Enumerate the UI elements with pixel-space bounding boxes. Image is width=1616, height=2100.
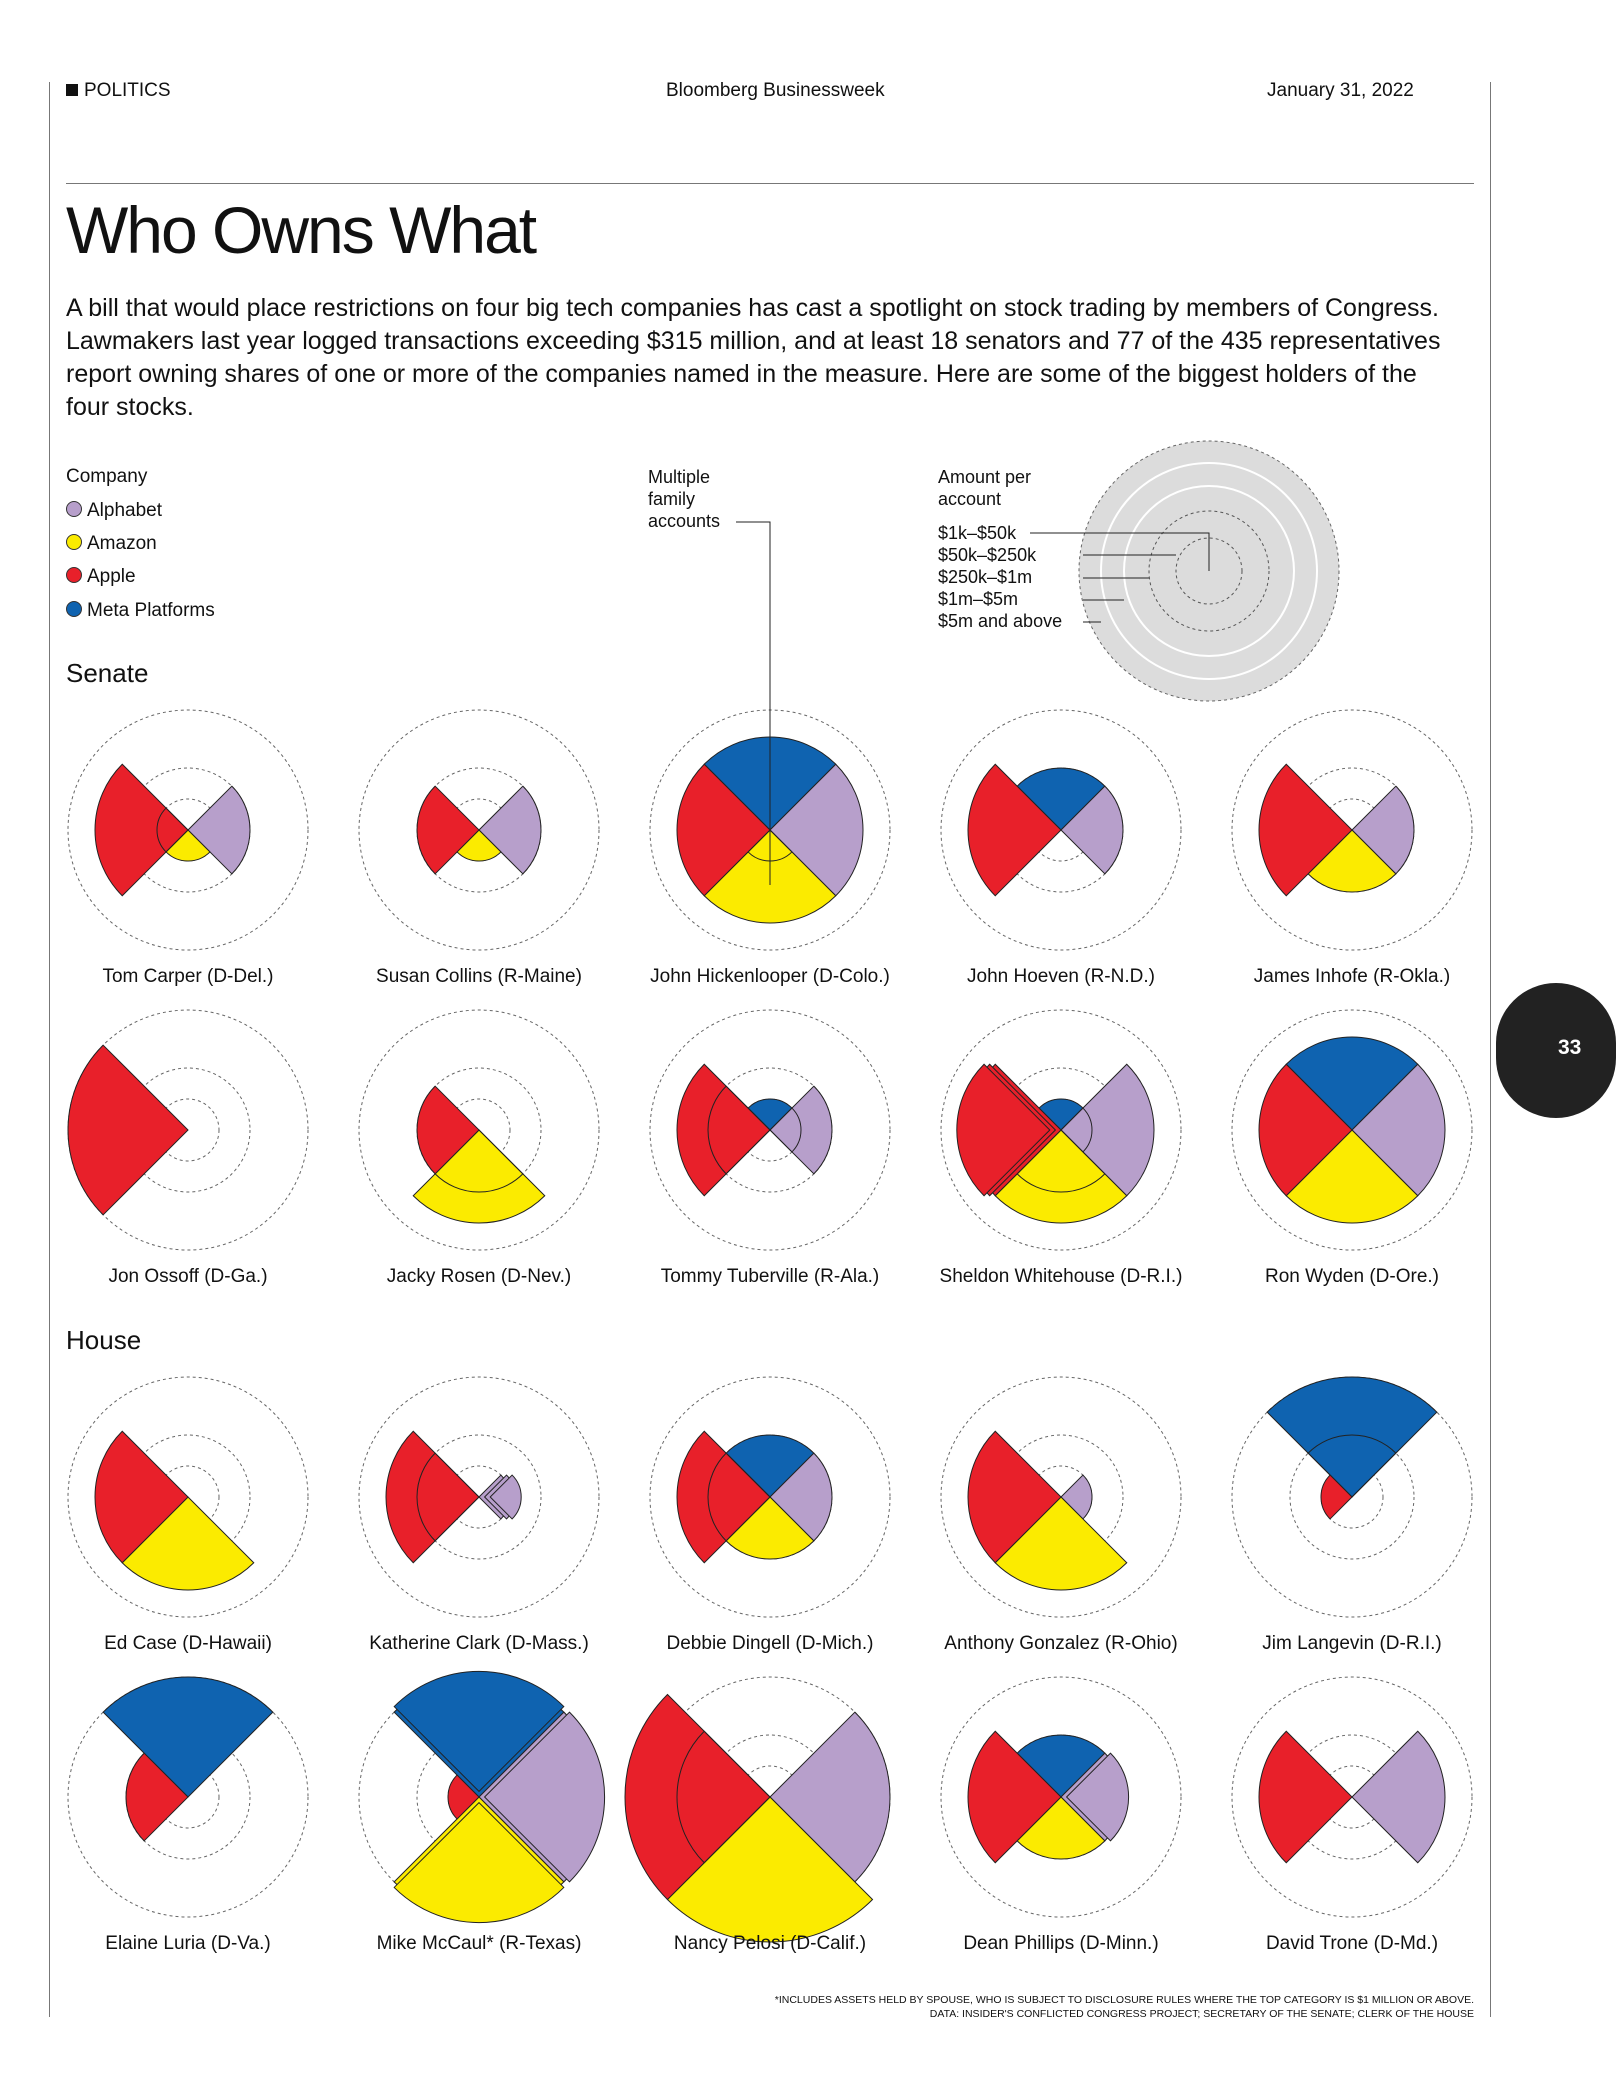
member-chart <box>625 1677 890 1942</box>
member-chart <box>941 1377 1181 1617</box>
section-text: POLITICS <box>84 80 171 101</box>
apple-wedge <box>1259 1731 1352 1863</box>
member-chart <box>68 1377 308 1617</box>
scale-level-5: $5m and above <box>938 611 1063 631</box>
scale-key <box>1030 441 1339 701</box>
member-name: James Inhofe (R-Okla.) <box>1253 966 1451 987</box>
member-chart <box>1232 1010 1472 1250</box>
alphabet-wedge <box>479 786 541 874</box>
member-name: Debbie Dingell (D-Mich.) <box>666 1633 874 1654</box>
member-name: John Hoeven (R-N.D.) <box>967 966 1155 987</box>
issue-date: January 31, 2022 <box>1267 80 1414 101</box>
member-chart <box>941 1677 1181 1917</box>
member-name: Katherine Clark (D-Mass.) <box>369 1633 589 1654</box>
member-chart <box>1232 1377 1472 1617</box>
member-chart <box>359 1377 599 1617</box>
scale-level-1: $1k–$50k <box>938 523 1017 543</box>
footnote: *INCLUDES ASSETS HELD BY SPOUSE, WHO IS SUBJECT TO DISCLOSURE RULES WHERE THE TOP CATEGORY IS $1 MILLION OR ABOVE. DATA: INSIDER'S CONFLICTED CONGRESS PROJECT; SECRETARY OF THE SENATE; CLERK OF THE HOUSE <box>774 1994 1474 2020</box>
page-title: Who Owns What <box>66 193 536 267</box>
legend-item-apple: Apple <box>66 566 136 588</box>
member-chart <box>1232 710 1472 950</box>
legend-item-meta: Meta Platforms <box>66 600 215 622</box>
scale-title: Amount per account <box>938 467 1032 509</box>
page-number: 33 <box>1558 1036 1582 1059</box>
member-chart <box>941 710 1181 950</box>
member-name: Jim Langevin (D-R.I.) <box>1262 1633 1442 1654</box>
member-name: Ron Wyden (D-Ore.) <box>1264 1266 1440 1287</box>
apple-wedge <box>386 1431 479 1563</box>
apple-wedge <box>417 786 479 874</box>
scale-level-2: $50k–$250k <box>938 545 1037 565</box>
member-chart <box>68 1010 308 1250</box>
house-heading: House <box>66 1325 142 1355</box>
alphabet-wedge <box>188 786 250 874</box>
member-chart <box>359 710 599 950</box>
apple-wedge <box>95 764 188 896</box>
member-chart <box>359 1671 605 1922</box>
page-tab <box>1496 983 1616 1118</box>
member-chart <box>650 1010 890 1250</box>
alphabet-wedge <box>1352 1731 1445 1863</box>
member-chart <box>1232 1677 1472 1917</box>
multiple-accounts-annotation: Multiple family accounts <box>648 467 721 531</box>
member-name: Jacky Rosen (D-Nev.) <box>386 1266 572 1287</box>
member-chart <box>68 1677 308 1917</box>
intro-paragraph: A bill that would place restrictions on four big tech companies has cast a spotlight on stock trading by members of Congress. Lawmakers last year logged transactions exceeding $315 million, and at least 18 senators and 77 of the 435 representatives report owning shares of one or more of the companies named in the measure. Here are some of the biggest holders of the four stocks. <box>66 294 1441 421</box>
member-name: Tom Carper (D-Del.) <box>102 966 274 987</box>
senate-heading: Senate <box>66 658 149 688</box>
member-name: Nancy Pelosi (D-Calif.) <box>673 1933 867 1954</box>
member-name: Anthony Gonzalez (R-Ohio) <box>944 1633 1178 1654</box>
member-name: Elaine Luria (D-Va.) <box>105 1933 271 1954</box>
member-chart <box>359 1010 599 1250</box>
legend-title: Company <box>66 466 148 487</box>
member-name: Tommy Tuberville (R-Ala.) <box>660 1266 880 1287</box>
member-name: Mike McCaul* (R-Texas) <box>376 1933 582 1954</box>
member-name: Susan Collins (R-Maine) <box>376 966 582 987</box>
member-chart <box>941 1010 1181 1250</box>
member-chart <box>650 1377 890 1617</box>
publication-name: Bloomberg Businessweek <box>666 80 885 101</box>
member-name: David Trone (D-Md.) <box>1265 1933 1439 1954</box>
member-name: Jon Ossoff (D-Ga.) <box>108 1266 268 1287</box>
member-name: Ed Case (D-Hawaii) <box>104 1633 272 1654</box>
legend-item-alphabet: Alphabet <box>66 500 162 522</box>
member-name: Dean Phillips (D-Minn.) <box>963 1933 1159 1954</box>
member-name: Sheldon Whitehouse (D-R.I.) <box>939 1266 1183 1287</box>
member-chart <box>68 710 308 950</box>
legend-item-amazon: Amazon <box>66 533 157 555</box>
scale-level-3: $250k–$1m <box>938 567 1033 587</box>
member-name: John Hickenlooper (D-Colo.) <box>650 966 890 987</box>
apple-wedge <box>677 1064 770 1196</box>
scale-level-4: $1m–$5m <box>938 589 1019 609</box>
